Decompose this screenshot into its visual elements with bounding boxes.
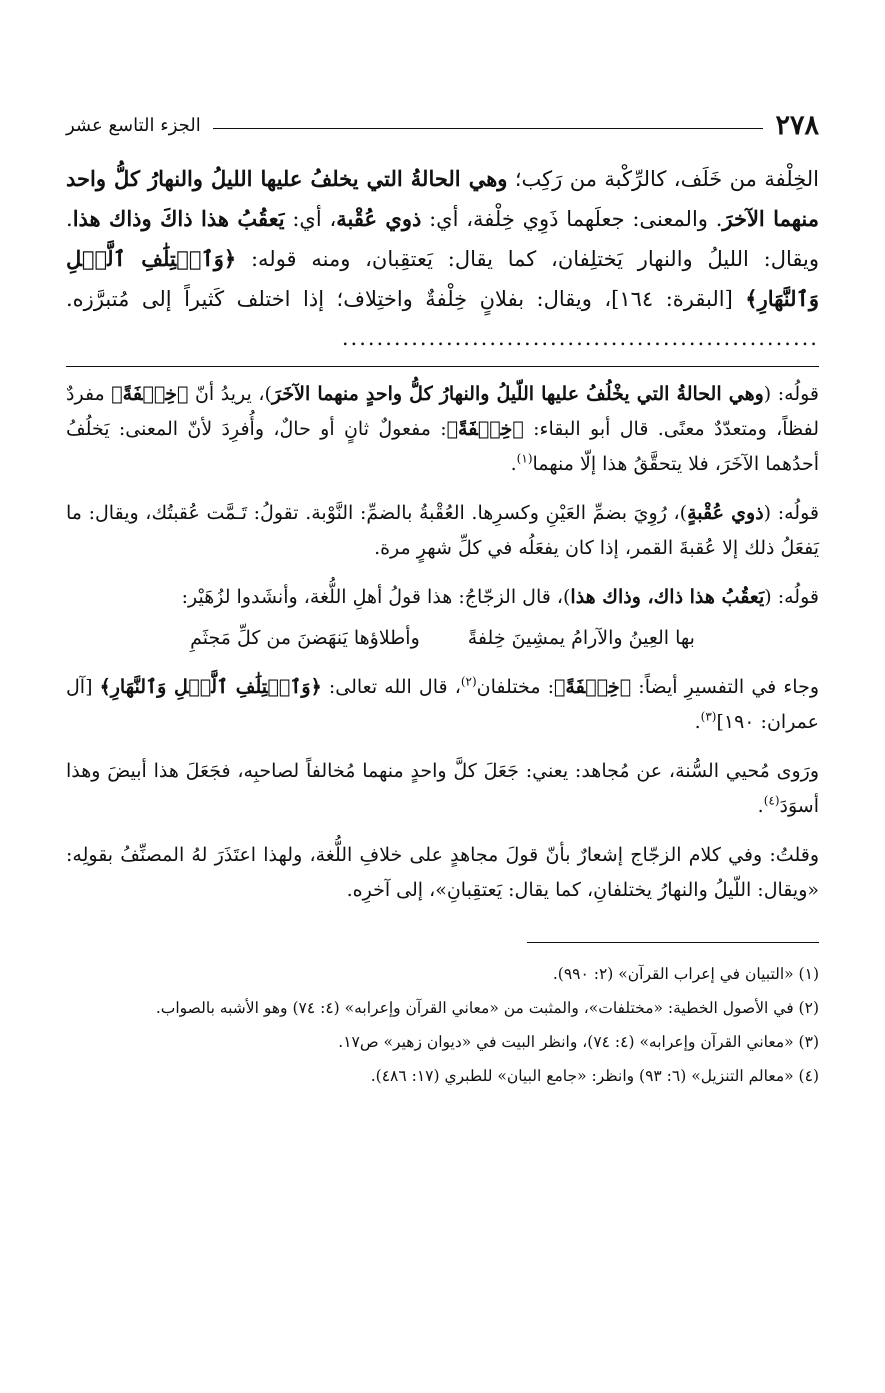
commentary-paragraph xyxy=(66,838,819,908)
footnote-ref[interactable]: (٢) xyxy=(460,674,477,689)
poetry-verse xyxy=(66,621,819,656)
quoted-bold: وهي الحالةُ التي يخلفُ عليها الليلُ والنهارُ كلُّ واحد منهما الآخرَ xyxy=(66,166,819,231)
text-span: : مختلفان xyxy=(476,676,555,698)
text-span: [آل عمران: ١٩٠] xyxy=(66,676,819,733)
text-span: . ويقال: الليلُ والنهار يَختلِفان، كما يقال: يَعتقِبان، ومنه قوله: xyxy=(66,207,819,271)
commentary-paragraph xyxy=(66,754,819,824)
footnote-1: (١) «التبيان في إعراب القرآن» (٢: ٩٩٠). xyxy=(552,965,819,983)
text-span: مفردٌ لفظاً، ومتعدّدٌ معنًى. قال أبو البقاء: xyxy=(66,383,819,440)
text-span: . xyxy=(694,711,701,733)
header-rule xyxy=(213,128,764,129)
main-paragraph xyxy=(66,159,819,358)
text-span: ، أي: xyxy=(284,207,337,231)
quran-quote: ﴿وَٱخۡتِلَٰفِ ٱلَّيۡلِ وَٱلنَّهَارِ﴾ xyxy=(66,246,819,311)
text-span: ، قال الله تعالى: xyxy=(321,676,461,698)
text-span: الخِلْفة من خَلَف، كالرِّكْبة من رَكِب؛ xyxy=(507,167,819,191)
text-span: )، قال الزجّاجُ: هذا قولُ أهلِ اللُّغة، وأنشَدوا لزُهَيْر: xyxy=(181,586,571,608)
footnote-ref[interactable]: (٤) xyxy=(763,793,780,808)
quran-quote: ﴿وَٱخۡتِلَٰفِ ٱلَّيۡلِ وَٱلنَّهَارِ﴾ xyxy=(99,676,322,698)
text-span: )، رُوِيَ بضمِّ العَيْنِ وكسرِها. العُقْبةُ بالضمِّ: النَّوْبة. تقولُ: تَـمَّت عُقبتُك، ويقال: ما يَفعَلُ ذلك إلا عُقبةَ القمر، إذا كان يفعَلُه في كلِّ شهرٍ مرة. xyxy=(66,502,819,559)
footnotes xyxy=(66,957,819,1093)
quoted-bold: يَعقُبُ هذا ذاك، وذاك هذا xyxy=(570,586,765,608)
commentary-paragraph xyxy=(66,580,819,615)
text-span: . والمعنى: جعلَهما ذَوِي خِلْفة، أي: xyxy=(421,207,723,231)
footnote-ref[interactable]: (٣) xyxy=(700,709,717,724)
text-span: ورَوى مُحيي السُّنة، عن مُجاهد: يعني: جَعَلَ كلَّ واحدٍ منهما مُخالفاً لصاحبِه، فجَعَلَ هذا أبيضَ وهذا أسوَدَ xyxy=(66,760,819,817)
quoted-bold: ذوي عُقْبة xyxy=(336,206,422,231)
verse-second-hemistich: وأطلاؤها يَنهَضنَ من كلِّ مَجثَمِ xyxy=(190,627,420,649)
running-header xyxy=(66,105,819,145)
main-text xyxy=(66,159,819,358)
text-span: [البقرة: ١٦٤]، ويقال: بفلانٍ خِلْفةٌ واختِلاف؛ إذا اختلف كَثيراً إلى مُتبرَّزه. xyxy=(66,287,746,311)
commentary xyxy=(66,377,819,908)
footnote-4: (٤) «معالم التنزيل» (٦: ٩٣) وانظر: «جامع البيان» للطبري (١٧: ٤٨٦). xyxy=(370,1067,819,1085)
text-span: وجاء في التفسيرِ أيضاً: xyxy=(631,676,820,698)
book-page xyxy=(66,105,819,1093)
volume-title: الجزء التاسع عشر xyxy=(66,114,201,136)
verse-first-hemistich: بها العِينُ والآرامُ يمشِينَ خِلفةً xyxy=(467,627,695,649)
commentary-paragraph xyxy=(66,377,819,482)
section-divider xyxy=(66,366,819,367)
text-span: قولُه: ( xyxy=(763,502,819,524)
commentary-paragraph xyxy=(66,496,819,566)
page-number: ٢٧٨ xyxy=(775,109,819,141)
quoted-bold: ذوي عُقْبةٍ xyxy=(687,502,764,524)
text-span: قولُه: ( xyxy=(763,383,820,405)
text-span: وقلتُ: وفي كلام الزجّاج إشعارٌ بأنّ قولَ مجاهدٍ على خلافِ اللُّغة، ولهذا اعتَذَرَ لهُ المصنِّفُ بقولِه: «ويقال: اللّيلُ والنهارُ يختلفانِ، كما يقال: يَعتقِبانِ»، إلى آخرِه. xyxy=(66,844,819,901)
quoted-bold: وهي الحالةُ التي يخْلُفُ عليها اللّيلُ والنهارُ كلُّ واحدٍ منهما الآخَرَ xyxy=(271,383,764,405)
footnote-ref[interactable]: (١) xyxy=(516,451,533,466)
text-span: )، يريدُ أنّ xyxy=(188,383,272,405)
text-span: . xyxy=(757,795,764,817)
footnote-3: (٣) «معاني القرآن وإعرابه» (٤: ٧٤)، وانظر البيت في «ديوان زهير» ص١٧. xyxy=(338,1033,819,1051)
text-span: : مفعولٌ ثانٍ أو حالٌ، وأُفرِدَ لأنّ المعنى: يَخلُفُ أحدُهما الآخَرَ، فلا يتحقَّقُ هذا إلّا منهما xyxy=(66,418,819,475)
footnote-divider xyxy=(527,942,819,943)
quran-quote: ﴿خِلۡفَةً﴾ xyxy=(554,676,632,698)
commentary-paragraph xyxy=(66,670,819,740)
quran-quote: ﴿خِلۡفَةً﴾ xyxy=(111,383,189,405)
footnote-2: (٢) في الأصول الخطية: «مختلفات»، والمثبت من «معاني القرآن وإعرابه» (٤: ٧٤) وهو الأشبه بالصواب. xyxy=(155,999,819,1017)
text-span: قولُه: ( xyxy=(764,586,819,608)
quoted-bold: يَعقُبُ هذا ذاكَ وذاك هذا xyxy=(72,206,285,231)
text-span: . xyxy=(510,453,517,475)
quran-quote: ﴿خِلۡفَةً﴾ xyxy=(446,418,524,440)
ellipsis-dots: ....................................................... xyxy=(341,326,819,350)
